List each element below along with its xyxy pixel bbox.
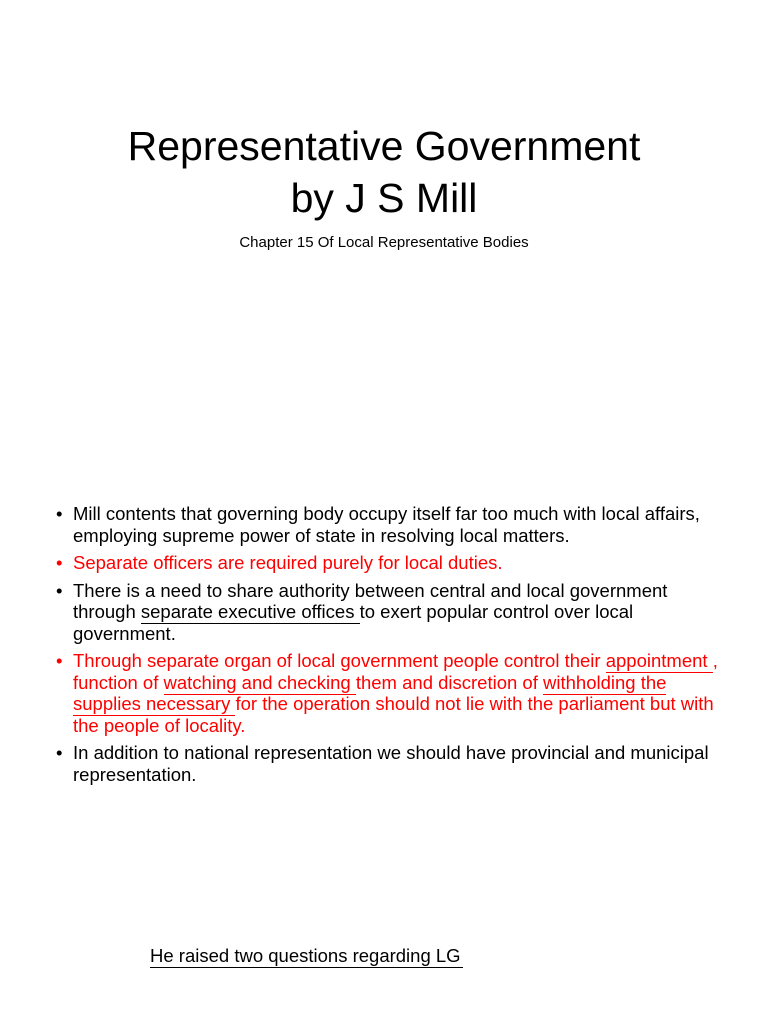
bullet-text: Separate officers are required purely for local duties. [73, 552, 503, 573]
slide-title [0, 120, 768, 224]
bullet-item-1 [56, 503, 724, 546]
bullet-text: In addition to national representation we should have provincial and municipal representation. [73, 742, 709, 785]
bullet-text: Mill contents that governing body occupy itself far too much with local affairs, employing supreme power of state in resolving local matters. [73, 503, 700, 546]
bullet-marker: • [56, 552, 63, 573]
bullet-text-part: them and discretion of [355, 671, 544, 693]
bullet-text-part: for the operation should not lie with the parliament but with the people of locality. [73, 693, 714, 736]
underlined-phrase: appointment [605, 650, 713, 671]
bullet-item-5 [56, 742, 724, 785]
footer-note: He raised two questions regarding LG [150, 945, 461, 966]
title-line-2: by J S Mill [290, 175, 478, 221]
bullet-text-part: There is a need to share authority between central and local government through [73, 579, 668, 622]
bullet-marker: • [56, 579, 63, 601]
bullet-marker: • [56, 650, 63, 671]
bullet-text-part: Through separate organ of local government people control their [73, 650, 606, 671]
chapter-subtitle: Chapter 15 Of Local Representative Bodies [239, 234, 529, 251]
bullet-list [56, 503, 724, 791]
bullet-marker: • [56, 742, 63, 763]
bullet-item-3 [56, 580, 724, 645]
bullet-text-part: , function of [73, 650, 718, 693]
bullet-item-2 [56, 552, 724, 574]
underlined-phrase: separate executive offices [140, 601, 360, 622]
underlined-phrase: withholding the supplies necessary [73, 671, 667, 714]
bullet-text-part: to exert popular control over local government. [73, 601, 634, 644]
underlined-phrase: watching and checking [163, 671, 356, 693]
bullet-item-4 [56, 650, 724, 736]
bullet-marker: • [56, 503, 63, 524]
title-line-1: Representative Government [127, 123, 641, 169]
